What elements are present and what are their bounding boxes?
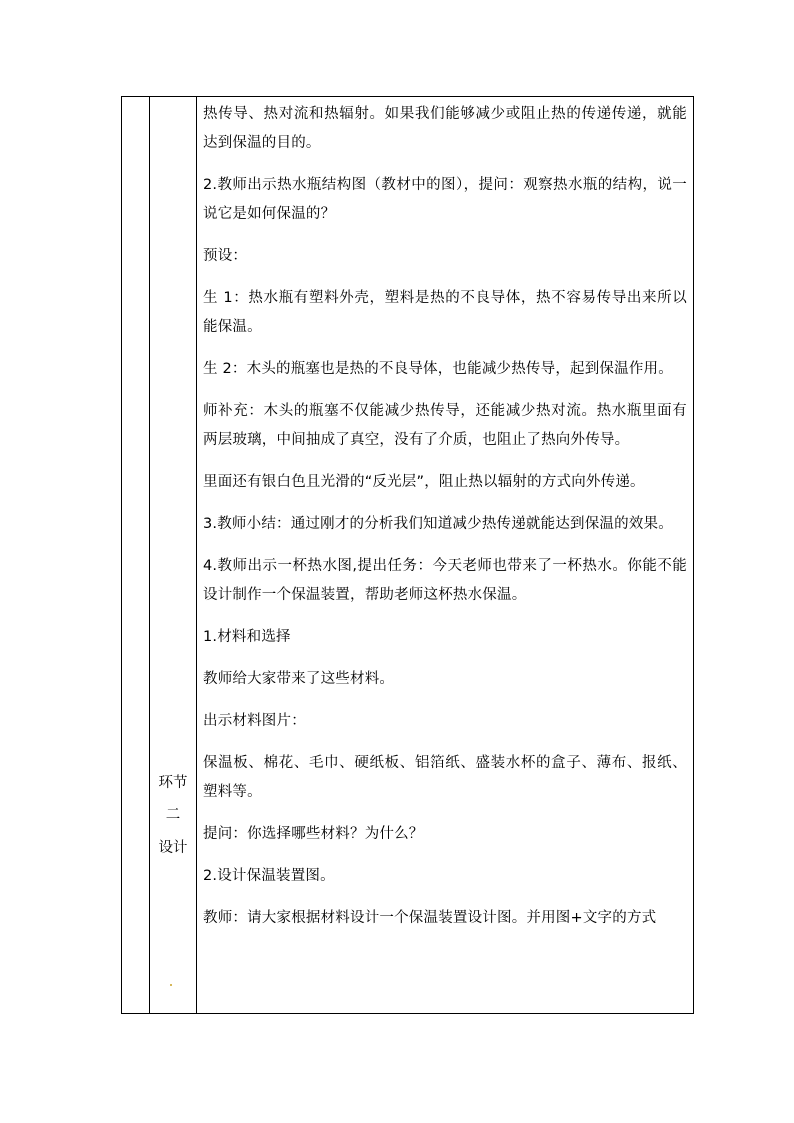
stray-mark bbox=[170, 984, 172, 986]
paragraph: 里面还有银白色且光滑的“反光层”，阻止热以辐射的方式向外传递。 bbox=[203, 474, 645, 490]
paragraph: 保温板、棉花、毛巾、硬纸板、铝箔纸、盛装水杯的盒子、薄布、报纸、塑料等。 bbox=[203, 755, 687, 800]
column-divider bbox=[196, 97, 197, 1013]
paragraph: 提问：你选择哪些材料？为什么？ bbox=[203, 826, 424, 842]
lesson-table bbox=[121, 96, 694, 1014]
paragraph: 生 2：木头的瓶塞也是热的不良导体，也能减少热传导，起到保温作用。 bbox=[203, 361, 673, 377]
paragraph: 教师：请大家根据材料设计一个保温装置设计图。并用图+文字的方式 bbox=[203, 910, 657, 926]
stage-label-line1: 环节 bbox=[158, 775, 188, 791]
stage-label-line2: 二 bbox=[165, 807, 181, 823]
paragraph: 师补充：木头的瓶塞不仅能减少热传导，还能减少热对流。热水瓶里面有两层玻璃，中间抽成了真空，没有了介质，也阻止了热向外传导。 bbox=[203, 403, 687, 448]
lesson-content bbox=[203, 100, 687, 946]
paragraph: 2.设计保温装置图。 bbox=[203, 868, 335, 884]
paragraph: 3.教师小结：通过刚才的分析我们知道减少热传递就能达到保温的效果。 bbox=[203, 516, 673, 532]
paragraph: 生 1：热水瓶有塑料外壳，塑料是热的不良导体，热不容易传导出来所以能保温。 bbox=[203, 290, 687, 335]
paragraph: 教师给大家带来了这些材料。 bbox=[203, 671, 395, 687]
paragraph: 2.教师出示热水瓶结构图（教材中的图），提问：观察热水瓶的结构，说一说它是如何保温的？ bbox=[203, 177, 687, 222]
paragraph: 4.教师出示一杯热水图,提出任务：今天老师也带来了一杯热水。你能不能设计制作一个保温装置，帮助老师这杯热水保温。 bbox=[203, 558, 687, 603]
paragraph: 预设： bbox=[203, 248, 248, 264]
paragraph: 出示材料图片： bbox=[203, 713, 306, 729]
stage-label-line3: 设计 bbox=[158, 840, 188, 856]
paragraph: 1.材料和选择 bbox=[203, 629, 291, 645]
column-divider bbox=[149, 97, 150, 1013]
paragraph: 热传导、热对流和热辐射。如果我们能够减少或阻止热的传递传递，就能达到保温的目的。 bbox=[203, 106, 687, 151]
